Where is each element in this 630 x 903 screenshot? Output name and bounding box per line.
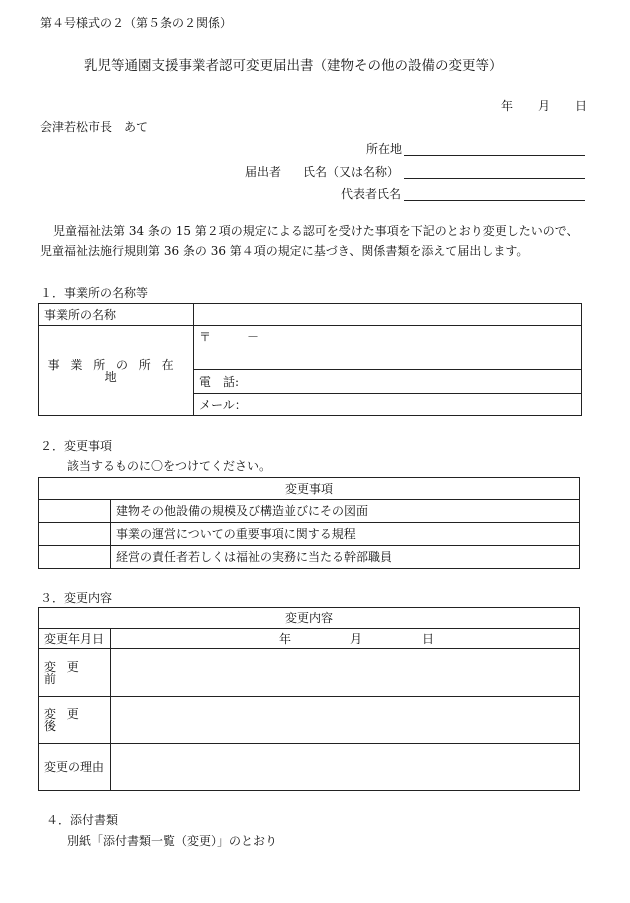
name-label: 氏名（又は名称）	[303, 165, 400, 179]
reason-content-cell[interactable]	[111, 744, 580, 791]
section4-text: 別紙「添付書類一覧（変更）」のとおり	[67, 834, 278, 848]
change-date-month: 月	[350, 631, 363, 646]
body-text-line-1: 児童福祉法第 34 条の 15 第２項の規定による認可を受けた事項を下記のとおり変更したいので、	[53, 224, 579, 238]
name-line[interactable]	[404, 178, 585, 179]
document-title: 乳児等通園支援事業者認可変更届出書（建物その他の設備の変更等）	[84, 58, 503, 74]
change-items-header: 変更事項	[39, 478, 580, 500]
change-item-label: 経営の責任者若しくは福祉の実務に当たる幹部職員	[111, 546, 580, 569]
change-item-checkbox[interactable]	[39, 546, 111, 569]
addressee: 会津若松市長 あて	[40, 120, 149, 134]
facility-location-label	[39, 326, 194, 416]
after-label-cell	[39, 697, 111, 744]
section2-instruction: 該当するものに〇をつけてください。	[67, 459, 272, 473]
change-items-table	[38, 477, 580, 569]
address-label: 所在地	[366, 142, 403, 156]
before-label-cell	[39, 649, 111, 697]
representative-label: 代表者氏名	[341, 187, 402, 201]
after-content-cell[interactable]	[111, 697, 580, 744]
date-day-label: 日	[575, 99, 588, 113]
section4-heading: ４．添付書類	[46, 813, 119, 827]
change-date-day: 日	[422, 631, 435, 646]
change-date-label: 変更年月日	[39, 629, 111, 649]
email-label: メール：	[199, 397, 247, 412]
date-year-label: 年	[501, 99, 514, 113]
before-label: 変更前	[44, 659, 90, 686]
change-item-checkbox[interactable]	[39, 523, 111, 546]
postal-mark: 〒 －	[199, 330, 260, 344]
change-item-checkbox[interactable]	[39, 500, 111, 523]
change-content-table	[38, 607, 580, 791]
section1-heading: １．事業所の名称等	[40, 286, 149, 300]
section2-heading: ２．変更事項	[40, 439, 113, 453]
facility-location-text: 事業所の所在地	[47, 357, 185, 384]
phone-cell[interactable]	[194, 370, 582, 394]
change-date-cell[interactable]	[111, 629, 580, 649]
after-label: 変更後	[44, 707, 90, 733]
representative-line[interactable]	[404, 200, 585, 201]
facility-name-cell[interactable]	[194, 304, 582, 326]
change-item-label: 事業の運営についての重要事項に関する規程	[111, 523, 580, 546]
postal-cell[interactable]	[194, 326, 582, 370]
date-month-label: 月	[538, 99, 551, 113]
form-number: 第４号様式の２（第５条の２関係）	[40, 16, 233, 30]
change-date-year: 年	[279, 631, 292, 646]
phone-label: 電 話:	[199, 374, 240, 389]
facility-table	[38, 303, 582, 416]
address-line[interactable]	[404, 155, 585, 156]
change-item-label: 建物その他設備の規模及び構造並びにその図面	[111, 500, 580, 523]
body-text-line-2: 児童福祉法施行規則第 36 条の 36 第４項の規定に基づき、関係書類を添えて届出します。	[40, 244, 529, 258]
facility-name-label: 事業所の名称	[39, 304, 194, 326]
email-cell[interactable]	[194, 394, 582, 416]
section3-heading: ３．変更内容	[40, 591, 113, 605]
notifier-label: 届出者	[245, 165, 282, 179]
before-content-cell[interactable]	[111, 649, 580, 697]
change-content-header: 変更内容	[39, 608, 580, 629]
reason-label: 変更の理由	[39, 744, 111, 791]
